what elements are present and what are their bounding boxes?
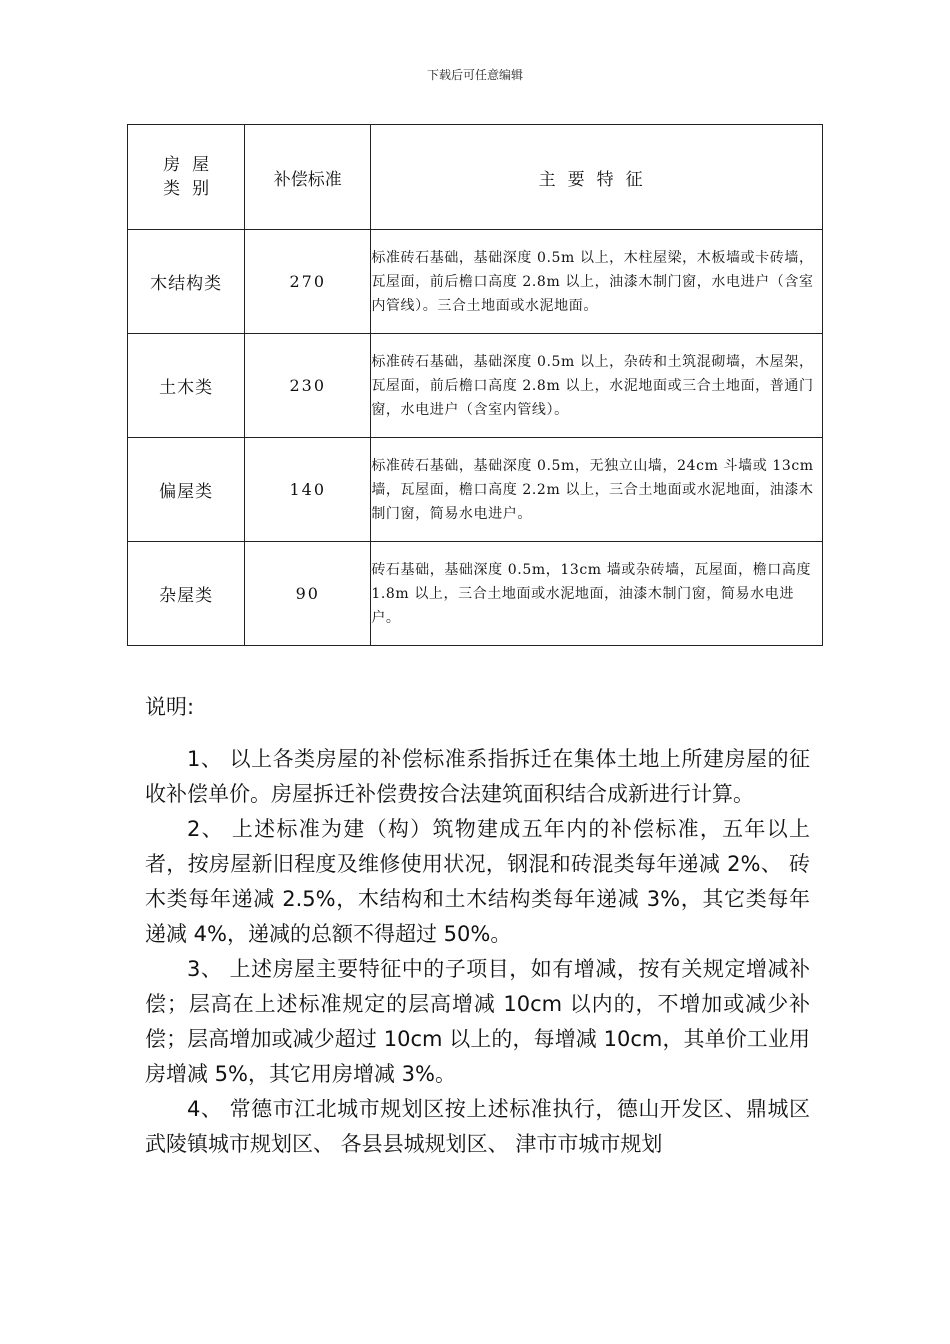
table-row	[128, 230, 823, 334]
table-row	[128, 438, 823, 542]
row-house-type: 杂屋类	[128, 542, 245, 646]
row-house-type: 土木类	[128, 334, 245, 438]
header-house-type	[128, 125, 245, 230]
table-row	[128, 334, 823, 438]
row-description: 标准砖石基础，基础深度 0.5m 以上，木柱屋梁，木板墙或卡砖墙，瓦屋面，前后檐口高度 2.8m 以上，油漆木制门窗，水电进户（含室内管线）。三合土地面或水泥地面。	[371, 230, 823, 334]
header-standard: 补偿标准	[245, 125, 371, 230]
explanation-paragraph-1: 1、 以上各类房屋的补偿标准系指拆迁在集体土地上所建房屋的征收补偿单价。房屋拆迁补偿费按合法建筑面积结合成新进行计算。	[145, 747, 810, 806]
row-description: 标准砖石基础，基础深度 0.5m 以上，杂砖和土筑混砌墙，木屋架，瓦屋面，前后檐口高度 2.8m 以上，水泥地面或三合土地面，普通门窗，水电进户（含室内管线）。	[371, 334, 823, 438]
row-description: 砖石基础，基础深度 0.5m，13cm 墙或杂砖墙，瓦屋面，檐口高度 1.8m 以上，三合土地面或水泥地面，油漆木制门窗，简易水电进户。	[371, 542, 823, 646]
row-price: 90	[245, 542, 371, 646]
explanation-paragraph-3: 3、 上述房屋主要特征中的子项目，如有增减，按有关规定增减补偿；层高在上述标准规定的层高增减 10cm 以内的，不增加或减少补偿；层高增加或减少超过 10cm 以上的，每增减 10cm，其单价工业用房增减 5%，其它用房增减 3%。	[145, 957, 810, 1086]
row-house-type: 偏屋类	[128, 438, 245, 542]
explanation-paragraph-2: 2、 上述标准为建（构）筑物建成五年内的补偿标准，五年以上者，按房屋新旧程度及维修使用状况，钢混和砖混类每年递减 2%、 砖木类每年递减 2.5%，木结构和土木结构类每年递减 3%，其它类每年递减 4%，递减的总额不得超过 50%。	[145, 817, 810, 946]
header-house-type-line2: 类别	[163, 179, 222, 199]
header-note: 下载后可任意编辑	[426, 68, 523, 82]
row-price: 140	[245, 438, 371, 542]
header-features: 主要特征	[371, 125, 823, 230]
row-house-type: 木结构类	[128, 230, 245, 334]
explanation-title: 说明:	[145, 695, 195, 719]
row-price: 270	[245, 230, 371, 334]
header-house-type-line1: 房屋	[163, 155, 222, 175]
explanation-paragraph-4: 4、 常德市江北城市规划区按上述标准执行，德山开发区、鼎城区武陵镇城市规划区、 各县县城规划区、 津市市城市规划	[145, 1097, 810, 1156]
row-description: 标准砖石基础，基础深度 0.5m，无独立山墙，24cm 斗墙或 13cm 墙，瓦屋面，檐口高度 2.2m 以上，三合土地面或水泥地面，油漆木制门窗，简易水电进户。	[371, 438, 823, 542]
explanation-body	[145, 742, 810, 1162]
row-price: 230	[245, 334, 371, 438]
compensation-table	[127, 124, 823, 646]
table-row	[128, 542, 823, 646]
table-header-row	[128, 125, 823, 230]
